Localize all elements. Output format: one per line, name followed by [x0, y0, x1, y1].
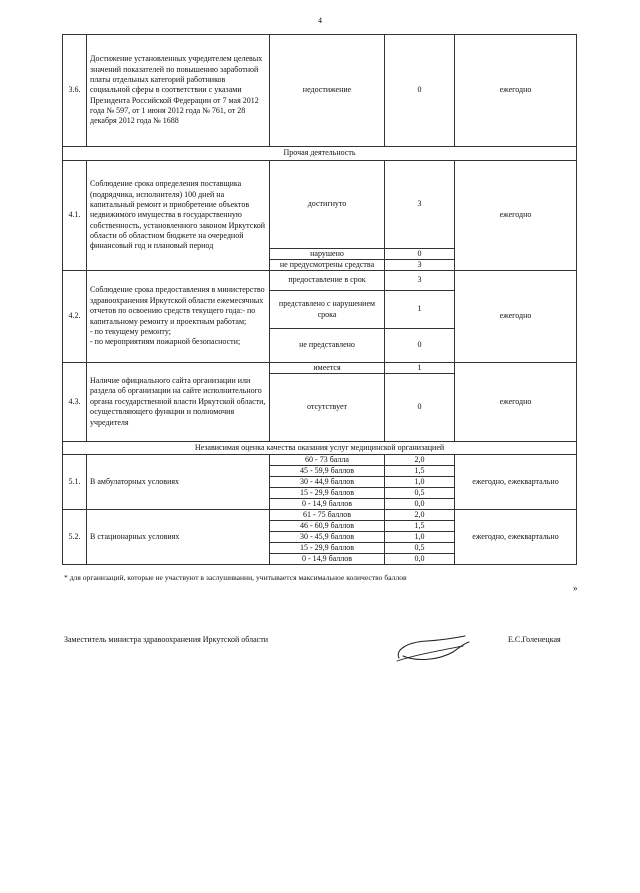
state-cell: 30 - 44,9 баллов	[270, 477, 385, 488]
table-row	[63, 455, 577, 466]
period-cell: ежегодно	[455, 35, 577, 147]
score-cell: 0	[385, 374, 455, 442]
score-cell: 3	[385, 271, 455, 291]
state-cell: не представлено	[270, 329, 385, 363]
row-number: 3.6.	[63, 35, 87, 147]
score-cell: 0,5	[385, 488, 455, 499]
state-cell: 0 - 14,9 баллов	[270, 554, 385, 565]
period-cell: ежегодно	[455, 363, 577, 442]
page-number: 4	[318, 16, 322, 25]
signatory-name: Е.С.Голенецкая	[508, 635, 561, 644]
criterion-line: - по мероприятиям пожарной безопасности;	[90, 337, 241, 347]
handwritten-signature	[393, 632, 473, 668]
row-number: 4.2.	[63, 271, 87, 363]
score-cell: 2,0	[385, 455, 455, 466]
score-cell: 1	[385, 291, 455, 329]
section-row	[63, 147, 577, 161]
period-cell: ежегодно, ежеквартально	[455, 510, 577, 565]
state-cell: 15 - 29,9 баллов	[270, 488, 385, 499]
period-cell: ежегодно, ежеквартально	[455, 455, 577, 510]
score-cell: 2,0	[385, 510, 455, 521]
state-cell: 15 - 29,9 баллов	[270, 543, 385, 554]
score-cell: 0	[385, 35, 455, 147]
score-cell: 3	[385, 161, 455, 249]
criterion-text: Соблюдение срока определения поставщика (подрядчика, исполнителя) 100 дней на капитальный ремонт и приобретение объектов недвижимого имущества в государственную собственность, установленного законом Иркутской области об областном бюджете на очередной финансовый год и плановый период	[87, 161, 270, 271]
closing-quote: »	[573, 583, 578, 593]
state-cell: недостижение	[270, 35, 385, 147]
state-cell: 30 - 45,9 баллов	[270, 532, 385, 543]
section-row	[63, 442, 577, 455]
state-cell: достигнуто	[270, 161, 385, 249]
score-cell: 0,0	[385, 499, 455, 510]
row-number: 4.1.	[63, 161, 87, 271]
state-cell: 61 - 75 баллов	[270, 510, 385, 521]
section-heading: Независимая оценка качества оказания услуг медицинской организацией	[63, 442, 577, 455]
period-cell: ежегодно	[455, 271, 577, 363]
row-number: 5.1.	[63, 455, 87, 510]
criterion-text: Достижение установленных учредителем целевых значений показателей по повышению заработной платы отдельных категорий работников социальной сферы в соответствии с указами Президента Российской Федерации от 7 мая 2012 года № 597, от 1 июня 2012 года № 761, от 28 декабря 2012 года № 1688	[87, 35, 270, 147]
table-row	[63, 161, 577, 249]
state-cell: имеется	[270, 363, 385, 374]
criterion-line: - по текущему ремонту;	[90, 326, 171, 336]
row-number: 4.3.	[63, 363, 87, 442]
score-cell: 1,0	[385, 477, 455, 488]
score-cell: 1,0	[385, 532, 455, 543]
footnote: * для организаций, которые не участвуют в заслушивании, учитывается максимальное количество баллов	[64, 573, 407, 582]
criterion-text	[87, 271, 270, 363]
table-row	[63, 510, 577, 521]
state-cell: отсутствует	[270, 374, 385, 442]
section-heading: Прочая деятельность	[63, 147, 577, 161]
score-cell: 0	[385, 329, 455, 363]
criterion-text: В амбулаторных условиях	[87, 455, 270, 510]
state-cell: 0 - 14,9 баллов	[270, 499, 385, 510]
score-cell: 0,0	[385, 554, 455, 565]
period-cell: ежегодно	[455, 161, 577, 271]
state-cell: 46 - 60,9 баллов	[270, 521, 385, 532]
state-cell: не предусмотрены средства	[270, 260, 385, 271]
criterion-text: В стационарных условиях	[87, 510, 270, 565]
table-row	[63, 363, 577, 374]
signatory-position: Заместитель министра здравоохранения Иркутской области	[64, 635, 268, 644]
criteria-table	[62, 34, 577, 565]
state-cell: нарушено	[270, 249, 385, 260]
state-cell: представлено с нарушением срока	[270, 291, 385, 329]
score-cell: 1	[385, 363, 455, 374]
criterion-text: Наличие официального сайта организации или раздела об организации на сайте исполнительного органа государственной власти Иркутской области, осуществляющего функции и полномочия учредителя	[87, 363, 270, 442]
state-cell: 45 - 59,9 баллов	[270, 466, 385, 477]
score-cell: 1,5	[385, 466, 455, 477]
row-number: 5.2.	[63, 510, 87, 565]
table-row	[63, 271, 577, 291]
score-cell: 0,5	[385, 543, 455, 554]
criterion-line: Соблюдение срока предоставления в министерство здравоохранения Иркутской области ежемесячных отчетов по освоению средств текущего года:- по капитальному ремонту и проектным работам;	[90, 285, 265, 326]
state-cell: 60 - 73 балла	[270, 455, 385, 466]
state-cell: предоставление в срок	[270, 271, 385, 291]
score-cell: 1,5	[385, 521, 455, 532]
table-row	[63, 35, 577, 147]
score-cell: 3	[385, 260, 455, 271]
score-cell: 0	[385, 249, 455, 260]
